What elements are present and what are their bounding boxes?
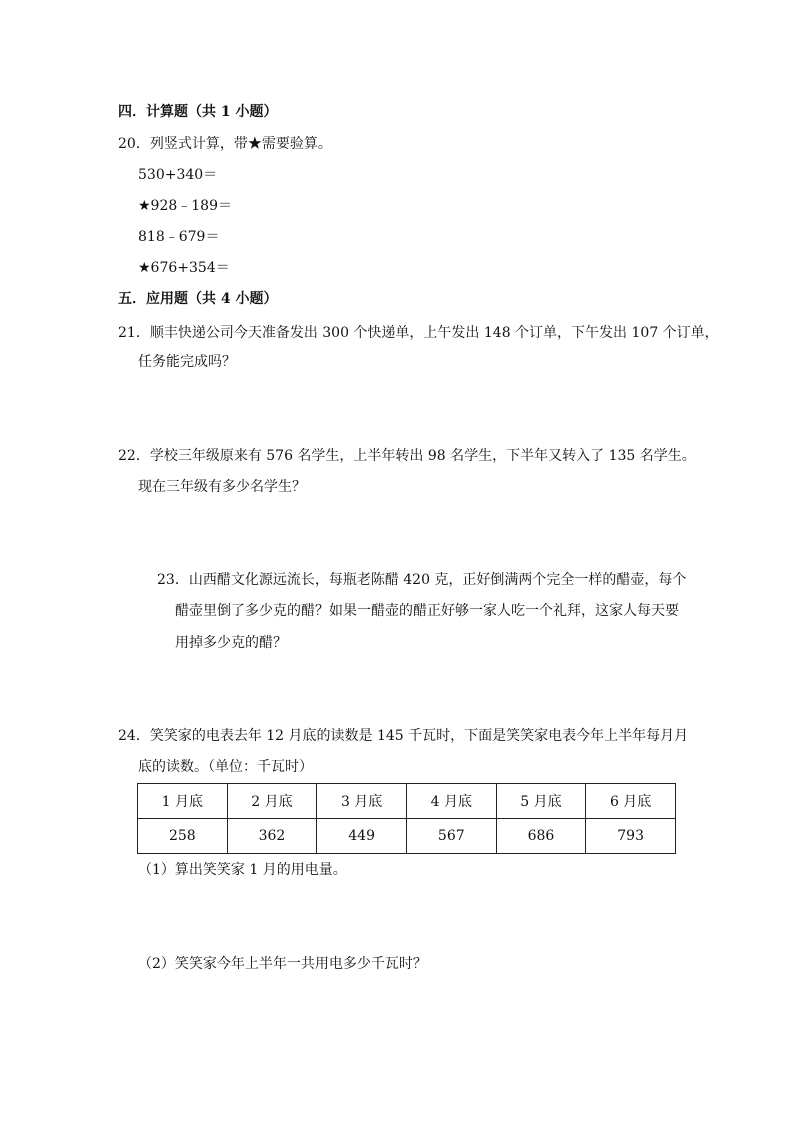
question-24-sub-2: （2）笑笑家今年上半年一共用电多少千瓦时？ (138, 956, 427, 972)
question-20-stem: 20．列竖式计算，带★需要验算。 (118, 136, 332, 152)
question-24-line: 底的读数。（单位：千瓦时） (138, 759, 313, 775)
question-23-line: 醋壶里倒了多少克的醋？如果一醋壶的醋正好够一家人吃一个礼拜，这家人每天要 (175, 603, 679, 619)
meter-readings-table (137, 783, 676, 854)
table-cell: 686 (496, 819, 586, 854)
table-header-cell: 3 月底 (317, 784, 407, 819)
question-21-line: 任务能完成吗？ (138, 354, 236, 370)
question-22-line: 现在三年级有多少名学生？ (138, 479, 306, 495)
table-cell: 567 (406, 819, 496, 854)
table-header-cell: 6 月底 (586, 784, 676, 819)
section-4-heading: 四．计算题（共 1 小题） (118, 104, 278, 120)
section-5-heading: 五．应用题（共 4 小题） (118, 291, 278, 307)
table-row (138, 819, 676, 854)
question-23-line: 23．山西醋文化源远流长，每瓶老陈醋 420 克，正好倒满两个完全一样的醋壶，每个 (157, 572, 687, 588)
question-22-line: 22．学校三年级原来有 576 名学生，上半年转出 98 名学生，下半年又转入了 135 名学生。 (118, 448, 696, 464)
question-20-item: 530+340＝ (138, 167, 218, 183)
table-cell: 258 (138, 819, 228, 854)
table-cell: 793 (586, 819, 676, 854)
table-cell: 362 (227, 819, 317, 854)
table-header-row (138, 784, 676, 819)
question-21-line: 21．顺丰快递公司今天准备发出 300 个快递单，上午发出 148 个订单，下午发出 107 个订单， (118, 325, 719, 341)
table-cell: 449 (317, 819, 407, 854)
question-24-line: 24．笑笑家的电表去年 12 月底的读数是 145 千瓦时，下面是笑笑家电表今年上半年每月月 (118, 728, 689, 744)
question-24-sub-1: （1）算出笑笑家 1 月的用电量。 (138, 862, 347, 878)
table-header-cell: 4 月底 (406, 784, 496, 819)
question-23-line: 用掉多少克的醋？ (175, 635, 287, 651)
table-header-cell: 5 月底 (496, 784, 586, 819)
question-20-item: ★928﹣189＝ (138, 198, 232, 214)
table-header-cell: 2 月底 (227, 784, 317, 819)
question-20-item: ★676+354＝ (138, 260, 230, 276)
question-20-item: 818﹣679＝ (138, 229, 220, 245)
table-header-cell: 1 月底 (138, 784, 228, 819)
